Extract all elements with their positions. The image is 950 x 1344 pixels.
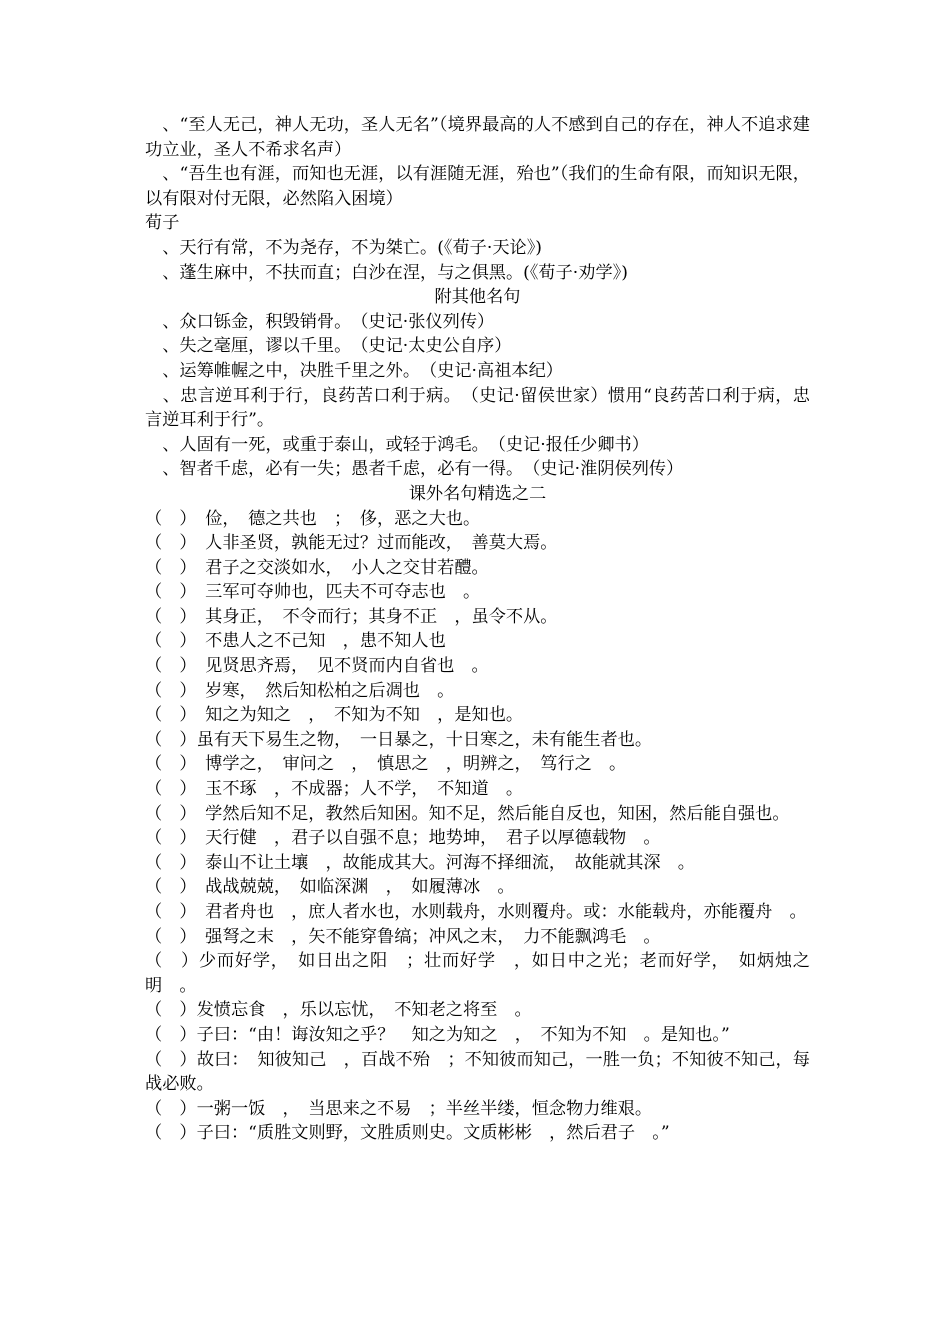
quote-line: 、“至人无己，神人无功，圣人无名”（境界最高的人不感到自己的存在，神人不追求建功立业，圣人不希求名声）	[145, 115, 810, 160]
quote-line: （ ） 君子之交淡如水， 小人之交甘若醴。	[145, 557, 489, 578]
quote-line: 、忠言逆耳利于行，良药苦口利于病。 （史记·留侯世家）惯用“良药苦口利于病，忠言逆耳利于行”。	[145, 385, 810, 431]
quote-line: （ ）子曰：“质胜文则野，文胜质则史。文质彬彬 ，然后君子 。”	[145, 1123, 670, 1144]
quote-line: （ ） 天行健 ，君子以自强不息；地势坤， 君子以厚德载物 。	[145, 828, 661, 849]
quote-line: （ ） 博学之， 审问之 ， 慎思之 ，明辨之， 笃行之 。	[145, 754, 627, 775]
selection-heading: 课外名句精选之二	[408, 483, 547, 504]
quote-line: （ ）少而好学， 如日出之阳 ；壮而好学 ，如日中之光；老而好学， 如炳烛之明 。	[145, 951, 810, 996]
quote-line: 、蓬生麻中，不扶而直；白沙在涅，与之俱黑。(《荀子·劝学》)	[145, 262, 628, 283]
quote-line: 、众口铄金，积毁销骨。 （史记·张仪列传）	[145, 311, 495, 332]
zhuangzi-section	[145, 113, 810, 211]
quote-line: （ ） 不患人之不己知 ，患不知人也	[145, 631, 446, 652]
quote-line: （ ）一粥一饭 ， 当思来之不易 ；半丝半缕，恒念物力维艰。	[145, 1098, 653, 1119]
quote-line: （ ） 人非圣贤，孰能无过？过而能改， 善莫大焉。	[145, 533, 558, 554]
quote-line: （ ） 战战兢兢， 如临深渊 ， 如履薄冰 。	[145, 877, 515, 898]
quote-line: 、智者千虑，必有一失；愚者千虑，必有一得。 （史记·淮阴侯列传）	[145, 459, 684, 480]
quote-line: （ ） 知之为知之 ， 不知为不知 ，是知也。	[145, 705, 524, 726]
quote-line: （ ） 泰山不让土壤 ，故能成其大。河海不择细流， 故能就其深 。	[145, 852, 695, 873]
quote-line: （ ） 玉不琢 ，不成器；人不学， 不知道 。	[145, 779, 524, 800]
quote-line: （ ）故曰： 知彼知己 ，百战不殆 ；不知彼而知己，一胜一负；不知彼不知己，每战必败。	[145, 1049, 810, 1095]
quote-line: 、失之毫厘，谬以千里。 （史记·太史公自序）	[145, 336, 512, 357]
quote-line: （ ） 强弩之末 ，矢不能穿鲁缟；冲风之末， 力不能飘鸿毛 。	[145, 926, 661, 947]
other-quotes-section	[145, 310, 810, 482]
quote-line: （ ）发愤忘食 ，乐以忘忧， 不知老之将至 。	[145, 1000, 532, 1021]
quote-line: 、运筹帷幄之中，决胜千里之外。 （史记·高祖本纪）	[145, 360, 563, 381]
xunzi-section	[145, 236, 810, 285]
quote-line: （ ）虽有天下易生之物， 一日暴之，十日寒之，未有能生者也。	[145, 729, 653, 750]
quote-line: （ ） 见贤思齐焉， 见不贤而内自省也 。	[145, 656, 489, 677]
document-page	[145, 113, 810, 1146]
other-quotes-heading: 附其他名句	[434, 287, 521, 308]
quote-line: （ ） 三军可夺帅也，匹夫不可夺志也 。	[145, 582, 481, 603]
quote-line: （ ） 君者舟也 ，庶人者水也，水则载舟，水则覆舟。或：水能载舟，亦能覆舟 。	[145, 902, 807, 922]
xunzi-heading: 荀子	[145, 213, 180, 234]
selection-section	[145, 507, 810, 1146]
quote-line: （ ） 学然后知不足，教然后知困。知不足，然后能自反也，知困，然后能自强也。	[145, 803, 790, 824]
quote-line: 、“吾生也有涯，而知也无涯，以有涯随无涯，殆也”（我们的生命有限，而知识无限，以有限对付无限，必然陷入困境）	[145, 164, 810, 209]
quote-line: （ ）子曰：“由！诲汝知之乎？ 知之为知之 ， 不知为不知 。是知也。”	[145, 1024, 730, 1045]
quote-line: （ ） 其身正， 不令而行；其身不正 ，虽令不从。	[145, 606, 558, 627]
quote-line: 、天行有常，不为尧存，不为桀亡。(《荀子·天论》)	[145, 237, 542, 258]
quote-line: （ ） 岁寒， 然后知松柏之后凋也 。	[145, 680, 455, 701]
quote-line: 、人固有一死，或重于泰山，或轻于鸿毛。 （史记·报任少卿书）	[145, 434, 649, 455]
quote-line: （ ） 俭， 德之共也 ； 侈，恶之大也。	[145, 508, 481, 529]
